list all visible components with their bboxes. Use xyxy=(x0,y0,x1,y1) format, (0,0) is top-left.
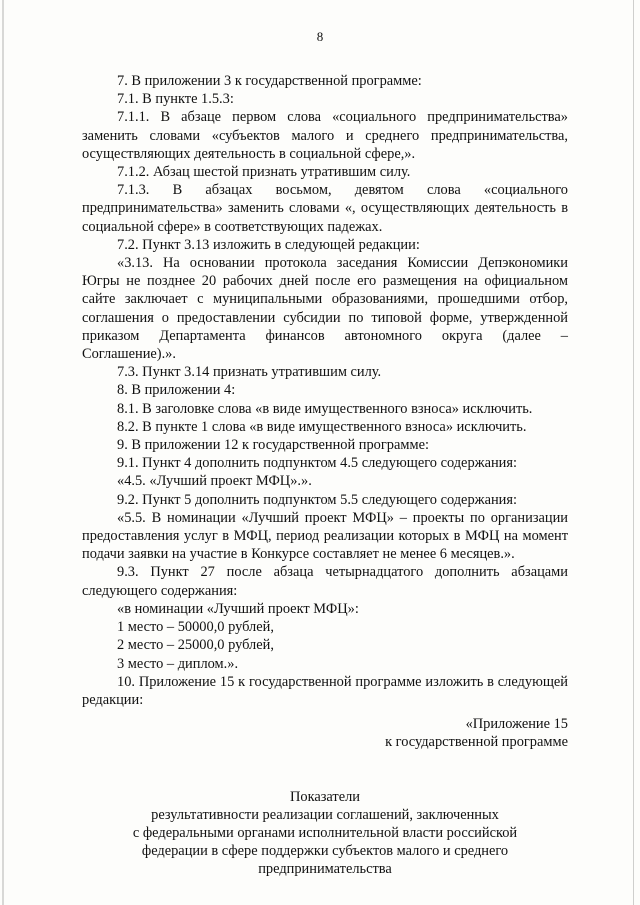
paragraph-place-2: 2 место – 25000,0 рублей, xyxy=(117,637,274,654)
paragraph-4-5-text: «4.5. «Лучший проект МФЦ».». xyxy=(117,473,312,490)
paragraph-9-2: 9.2. Пункт 5 дополнить подпунктом 5.5 следующего содержания: xyxy=(117,491,517,508)
paragraph-place-1: 1 место – 50000,0 рублей, xyxy=(117,619,274,636)
scan-edge-left xyxy=(2,0,4,905)
heading-line-5: предпринимательства xyxy=(258,861,392,878)
document-body xyxy=(82,72,568,879)
paragraph-5-5-text: «5.5. В номинации «Лучший проект МФЦ» – проекты по организации предоставления услуг в МФЦ, период реализации которых в МФЦ на момент подачи заявки на участие в Конкурсе составляет не менее 6 месяцев.». xyxy=(82,509,568,563)
heading-line-1: Показатели xyxy=(289,788,360,805)
scan-edge-right xyxy=(633,0,634,905)
paragraph-7-1: 7.1. В пункте 1.5.3: xyxy=(117,91,234,108)
paragraph-8-1: 8.1. В заголовке слова «в виде имущественного взноса» исключить. xyxy=(117,400,533,417)
heading-line-2: результативности реализации соглашений, заключенных xyxy=(151,806,499,823)
paragraph-9: 9. В приложении 12 к государственной программе: xyxy=(117,437,429,454)
paragraph-7-1-2: 7.1.2. Абзац шестой признать утратившим силу. xyxy=(117,164,411,181)
paragraph-8-2: 8.2. В пункте 1 слова «в виде имущественного взноса» исключить. xyxy=(117,418,527,435)
paragraph-9-1: 9.1. Пункт 4 дополнить подпунктом 4.5 следующего содержания: xyxy=(117,455,517,472)
paragraph-7-3: 7.3. Пункт 3.14 признать утратившим силу. xyxy=(117,364,382,381)
paragraph-7-1-3: 7.1.3. В абзацах восьмом, девятом слова «социального предпринимательства» заменить словами «, осуществляющих деятельность в социальной сфере» в соответствующих падежах. xyxy=(82,182,568,235)
heading-line-3: с федеральными органами исполнительной власти российской xyxy=(132,824,518,841)
appendix-label xyxy=(82,715,568,751)
appendix-label-line-1: «Приложение 15 xyxy=(465,716,568,733)
paragraph-place-3: 3 место – диплом.». xyxy=(117,655,239,672)
paragraph-7: 7. В приложении 3 к государственной программе: xyxy=(117,73,422,89)
appendix-label-line-2: к государственной программе xyxy=(385,734,568,751)
paragraph-3-13-text: «3.13. На основании протокола заседания Комиссии Депэкономики Югры не позднее 20 рабочих дней после его размещения на официальном сайте заключает с муниципальными образованиями, прошедшими отбор, соглашения о предоставлении субсидии по типовой форме, утвержденной приказом Департамента финансов автономного округа (далее – Соглашение).». xyxy=(82,255,568,363)
paragraph-7-2: 7.2. Пункт 3.13 изложить в следующей редакции: xyxy=(117,236,420,253)
paragraph-10: 10. Приложение 15 к государственной программе изложить в следующей редакции: xyxy=(82,673,568,708)
paragraph-nomination: «в номинации «Лучший проект МФЦ»: xyxy=(117,600,359,617)
appendix-heading xyxy=(82,788,568,879)
page-number: 8 xyxy=(316,29,324,44)
paragraph-9-3: 9.3. Пункт 27 после абзаца четырнадцатого дополнить абзацами следующего содержания: xyxy=(82,564,568,599)
paragraph-7-1-1: 7.1.1. В абзаце первом слова «социального предпринимательства» заменить словами «субъектов малого и среднего предпринимательства, осуществляющих деятельность в социальной сфере,». xyxy=(82,109,568,162)
heading-line-4: федерации в сфере поддержки субъектов малого и среднего xyxy=(141,843,509,860)
paragraph-8: 8. В приложении 4: xyxy=(117,382,236,399)
